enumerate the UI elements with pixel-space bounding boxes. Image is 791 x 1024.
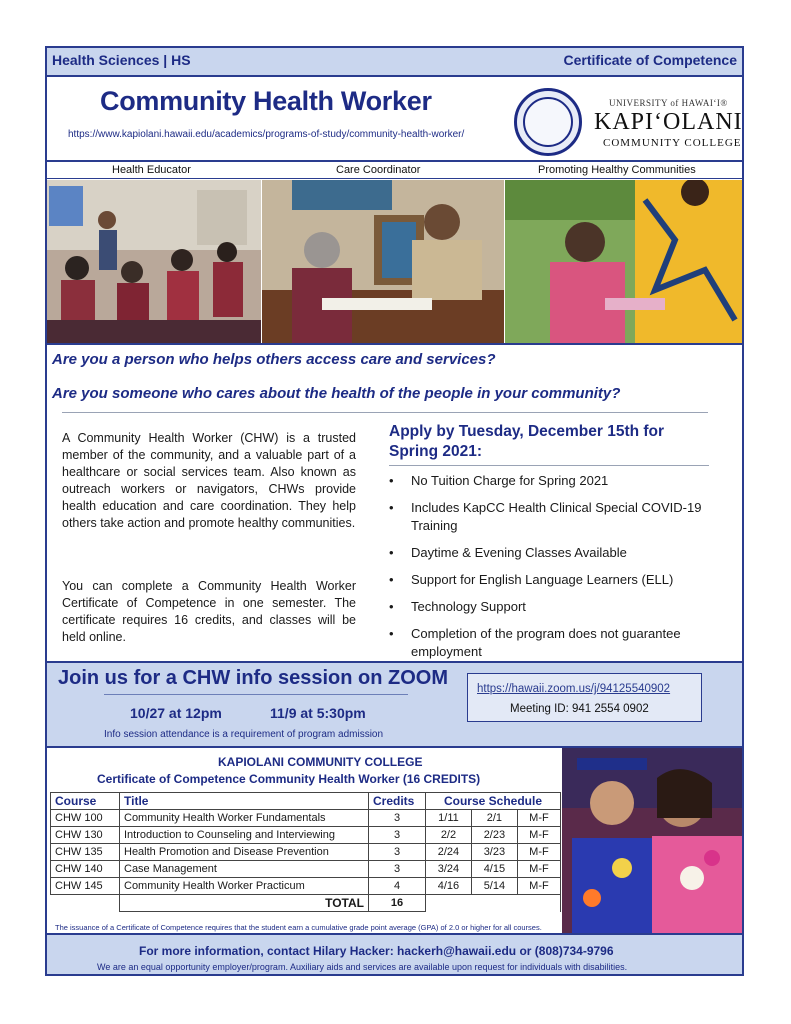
course-table [50,792,561,912]
title-divider [47,160,742,162]
certificate-heading: Certificate of Competence Community Health Worker (16 CREDITS) [97,772,481,786]
benefit-item: • Completion of the program does not guarantee employment [389,625,719,661]
course-code: CHW 135 [51,844,120,861]
course-credits: 3 [369,810,426,827]
zoom-top-divider [47,661,742,663]
course-end: 2/1 [471,810,517,827]
university-seal-logo [514,88,582,156]
caption-health-educator: Health Educator [112,164,191,176]
table-total-row [51,895,561,912]
department-label: Health Sciences | HS [52,52,191,68]
intro-paragraph-1: A Community Health Worker (CHW) is a trusted member of the community, and a valuable part of a healthcare or social services team. Also known as outreach workers or navigators, CHWs provide health education and care coordination. They help others take action and promote healthy communities. [62,431,356,530]
question-access-care: Are you a person who helps others access care and services? [52,351,496,368]
eeo-statement: We are an equal opportunity employer/program. Auxiliary aids and services are available upon request for individuals with disabilities. [97,962,628,972]
col-schedule: Course Schedule [426,793,561,810]
logo-cc-text: COMMUNITY COLLEGE [603,137,742,149]
logo-university-text: UNIVERSITY of HAWAI‘I® [609,98,728,108]
photo-graduates [562,748,742,933]
photo-divider [47,343,742,345]
course-credits: 4 [369,878,426,895]
benefit-item: • Includes KapCC Health Clinical Special COVID-19 Training [389,499,719,535]
course-days: M-F [517,861,560,878]
apply-heading: Apply by Tuesday, December 15th for Spring 2021: [389,423,665,460]
course-code: CHW 145 [51,878,120,895]
session-date-2: 11/9 at 5:30pm [270,705,366,721]
col-credits: Credits [369,793,426,810]
logo-kapiolani-text: KAPI‘OLANI [594,109,743,135]
course-code: CHW 100 [51,810,120,827]
col-title: Title [120,793,369,810]
session-requirement-note: Info session attendance is a requirement of program admission [104,729,384,740]
course-code: CHW 140 [51,861,120,878]
header-divider [47,75,742,77]
caption-healthy-communities: Promoting Healthy Communities [538,164,696,176]
course-days: M-F [517,878,560,895]
benefit-item: • Technology Support [389,598,719,616]
course-credits: 3 [369,827,426,844]
total-label: TOTAL [120,895,369,912]
course-end: 2/23 [471,827,517,844]
table-row [51,878,561,895]
caption-care-coordinator: Care Coordinator [336,164,421,176]
contact-line: For more information, contact Hilary Hacker: hackerh@hawaii.edu or (808)734-9796 [139,944,614,958]
benefit-item: • Support for English Language Learners (ELL) [389,571,719,589]
gpa-footnote: The issuance of a Certificate of Competence requires that the student earn a cumulative grade point average (GPA) of 2.0 or higher for all courses. [55,923,542,932]
zoom-meeting-id: Meeting ID: 941 2554 0902 [510,703,649,715]
course-start: 4/16 [426,878,472,895]
footer-divider [47,933,742,935]
zoom-session-title: Join us for a CHW info session on ZOOM [58,667,449,689]
table-header-row [51,793,561,810]
course-days: M-F [517,827,560,844]
course-days: M-F [517,844,560,861]
course-days: M-F [517,810,560,827]
course-start: 2/2 [426,827,472,844]
caption-divider [47,178,742,179]
course-end: 4/15 [471,861,517,878]
page-title: Community Health Worker [100,86,432,116]
course-title: Case Management [120,861,369,878]
apply-divider [389,465,709,466]
course-start: 2/24 [426,844,472,861]
benefit-item: • Daytime & Evening Classes Available [389,544,719,562]
certificate-label: Certificate of Competence [563,52,737,68]
course-title: Community Health Worker Practicum [120,878,369,895]
course-title: Community Health Worker Fundamentals [120,810,369,827]
course-start: 1/11 [426,810,472,827]
photo-care-coordinator [262,180,504,343]
session-date-1: 10/27 at 12pm [130,705,222,721]
table-row [51,861,561,878]
course-end: 3/23 [471,844,517,861]
zoom-title-underline [104,694,408,695]
col-course: Course [51,793,120,810]
table-row [51,810,561,827]
course-title: Introduction to Counseling and Interviewing [120,827,369,844]
table-row [51,844,561,861]
intro-paragraph-2: You can complete a Community Health Worker Certificate of Competence in one semester. The certificate requires 16 credits, and classes will be held online. [62,579,356,644]
course-code: CHW 130 [51,827,120,844]
photo-healthy-communities [505,180,742,343]
course-end: 5/14 [471,878,517,895]
benefits-list [389,472,719,670]
course-title: Health Promotion and Disease Prevention [120,844,369,861]
benefit-item: • No Tuition Charge for Spring 2021 [389,472,719,490]
course-start: 3/24 [426,861,472,878]
course-credits: 3 [369,861,426,878]
question-divider [62,412,708,413]
course-credits: 3 [369,844,426,861]
college-heading: KAPIOLANI COMMUNITY COLLEGE [218,755,423,769]
total-credits: 16 [369,895,426,912]
table-row [51,827,561,844]
zoom-meeting-link[interactable]: https://hawaii.zoom.us/j/94125540902 [477,683,671,695]
program-url-link[interactable]: https://www.kapiolani.hawaii.edu/academics/programs-of-study/community-health-worker/ [68,129,465,140]
question-community-health: Are you someone who cares about the health of the people in your community? [52,385,621,402]
photo-health-educator [47,180,261,343]
